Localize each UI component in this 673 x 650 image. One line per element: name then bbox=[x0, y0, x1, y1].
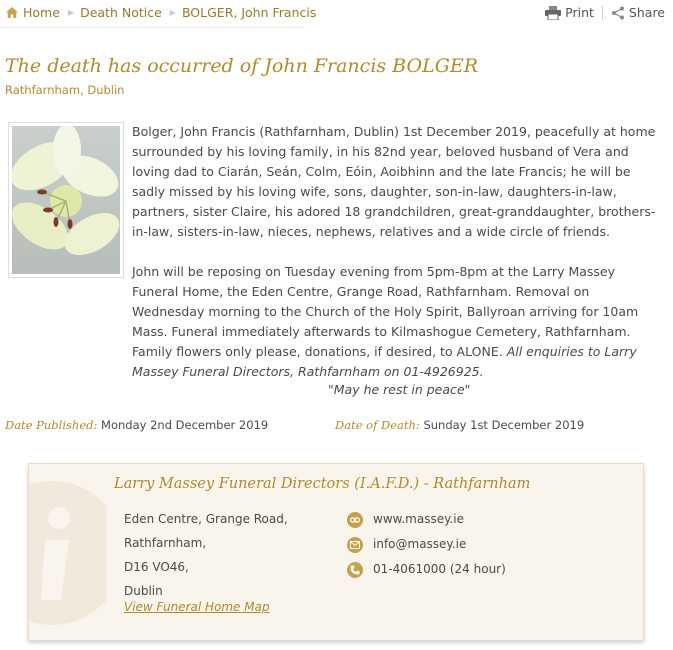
funeral-home-card bbox=[28, 463, 644, 641]
notice-paragraph-family: Bolger, John Francis (Rathfarnham, Dublin) 1st December 2019, peacefully at home surrounded by his loving family, in his 82nd year, beloved husband of Vera and loving dad to Ciarán, Seán, Colm, Eóin, Aoibhinn and the late Francis; he will be sadly missed by his loving wife, sons, daughter, son-in-law, daughters-in-law, partners, sister Claire, his adored 18 grandchildren, great-granddaughter, brothers-in-law, sisters-in-law, nieces, nephews, relatives and a wide circle of friends. bbox=[132, 124, 656, 239]
home-icon[interactable] bbox=[6, 7, 18, 18]
phone-icon bbox=[347, 562, 363, 578]
breadcrumb-home-link[interactable]: Home bbox=[23, 5, 60, 20]
printer-icon bbox=[545, 6, 561, 20]
share-icon bbox=[611, 6, 625, 20]
date-published-label: Date Published: bbox=[5, 418, 98, 432]
print-button[interactable] bbox=[545, 5, 594, 20]
breadcrumb-divider bbox=[0, 27, 305, 28]
notice-paragraph-arrangements bbox=[132, 262, 665, 382]
phone-row[interactable] bbox=[347, 557, 506, 582]
page-tools bbox=[545, 5, 665, 20]
location-subtitle: Rathfarnham, Dublin bbox=[5, 83, 125, 97]
arrangements-text: John will be reposing on Tuesday evening from 5pm-8pm at the Larry Massey Funeral Home, the Eden Centre, Grange Road, Rathfarnham. Removal on Wednesday morning to the Church of the Holy Spirit, Ballyroan arriving for 10am Mass. Funeral immediately afterwards to Kilmashogue Cemetery, Rathfarnham. Family flowers only please, donations, if desired, to ALONE. bbox=[132, 264, 639, 359]
notice-body bbox=[132, 122, 665, 402]
info-watermark-icon bbox=[28, 478, 107, 628]
email-row[interactable] bbox=[347, 532, 506, 557]
share-button[interactable] bbox=[611, 5, 665, 20]
date-published bbox=[5, 418, 268, 432]
print-label: Print bbox=[565, 5, 594, 20]
breadcrumb-current-link[interactable]: BOLGER, John Francis bbox=[181, 5, 317, 20]
funeral-home-contacts bbox=[347, 507, 506, 582]
breadcrumb-separator-icon: ▶ bbox=[67, 8, 75, 17]
page-title: The death has occurred of John Francis BOLGER bbox=[5, 55, 479, 77]
tools-divider bbox=[602, 6, 603, 20]
email-text: info@massey.ie bbox=[373, 537, 467, 551]
address-line: Dublin bbox=[124, 584, 163, 598]
website-text: www.massey.ie bbox=[373, 512, 465, 526]
envelope-icon bbox=[347, 537, 363, 553]
breadcrumb bbox=[6, 5, 316, 20]
funeral-home-name: Larry Massey Funeral Directors (I.A.F.D.) - Rathfarnham bbox=[114, 476, 531, 492]
date-published-value: Monday 2nd December 2019 bbox=[101, 418, 269, 432]
view-map-link[interactable]: View Funeral Home Map bbox=[124, 600, 270, 614]
date-of-death-label: Date of Death: bbox=[335, 418, 420, 432]
date-of-death bbox=[335, 418, 584, 432]
lily-flower-image bbox=[12, 126, 120, 274]
date-of-death-value: Sunday 1st December 2019 bbox=[423, 418, 585, 432]
funeral-home-address bbox=[124, 507, 288, 603]
breadcrumb-section-link[interactable]: Death Notice bbox=[80, 5, 162, 20]
rip-line: "May he rest in peace" bbox=[328, 382, 471, 397]
memorial-photo bbox=[8, 122, 124, 278]
phone-text: 01-4061000 (24 hour) bbox=[373, 562, 506, 576]
top-bar bbox=[0, 0, 673, 28]
address-line: D16 VO46, bbox=[124, 560, 189, 574]
address-line: Rathfarnham, bbox=[124, 536, 207, 550]
website-row[interactable] bbox=[347, 507, 506, 532]
breadcrumb-separator-icon: ▶ bbox=[169, 8, 176, 17]
address-line: Eden Centre, Grange Road, bbox=[124, 512, 288, 526]
share-label: Share bbox=[628, 5, 665, 20]
enquiries-text: All enquiries to Larry Massey Funeral Directors, Rathfarnham on 01-4926925. bbox=[132, 344, 637, 379]
link-icon bbox=[347, 512, 363, 528]
